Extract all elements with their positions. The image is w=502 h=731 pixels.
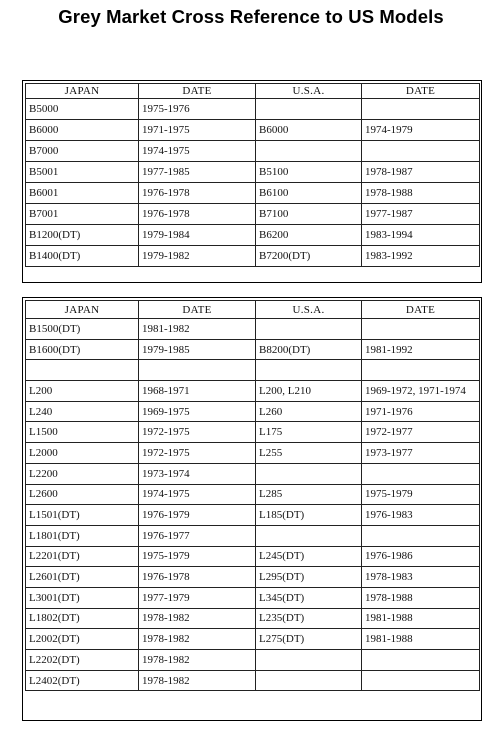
cell-usa-model: B7100 bbox=[256, 204, 362, 225]
cell-usa-model bbox=[256, 319, 362, 340]
cell-usa-date bbox=[362, 650, 480, 671]
cell-japan-model: L2201(DT) bbox=[26, 546, 139, 567]
cell-usa-date: 1977-1987 bbox=[362, 204, 480, 225]
cell-usa-model: B7200(DT) bbox=[256, 246, 362, 267]
table-row bbox=[26, 401, 480, 422]
table-row bbox=[26, 319, 480, 340]
cell-japan-model: L2600 bbox=[26, 484, 139, 505]
cell-japan-date: 1977-1985 bbox=[139, 162, 256, 183]
cell-usa-model bbox=[256, 525, 362, 546]
cell-usa-date bbox=[362, 670, 480, 691]
table-row bbox=[26, 246, 480, 267]
table-row bbox=[26, 225, 480, 246]
cell-japan-model: B5000 bbox=[26, 99, 139, 120]
cell-japan-model: B1500(DT) bbox=[26, 319, 139, 340]
table-b-series bbox=[25, 83, 480, 267]
cell-japan-date: 1969-1975 bbox=[139, 401, 256, 422]
cell-usa-model: L245(DT) bbox=[256, 546, 362, 567]
cell-usa-model: B5100 bbox=[256, 162, 362, 183]
header-usa: U.S.A. bbox=[256, 84, 362, 99]
cell-usa-model bbox=[256, 463, 362, 484]
cell-japan-date: 1978-1982 bbox=[139, 608, 256, 629]
cell-japan-model: L3001(DT) bbox=[26, 587, 139, 608]
cell-japan-model: L2601(DT) bbox=[26, 567, 139, 588]
cell-usa-date bbox=[362, 141, 480, 162]
table-row bbox=[26, 484, 480, 505]
cell-japan-model: B5001 bbox=[26, 162, 139, 183]
cell-japan-date: 1972-1975 bbox=[139, 443, 256, 464]
cell-japan-date: 1975-1979 bbox=[139, 546, 256, 567]
header-japan-date: DATE bbox=[139, 84, 256, 99]
table-row bbox=[26, 204, 480, 225]
header-usa: U.S.A. bbox=[256, 301, 362, 319]
cell-japan-date: 1975-1976 bbox=[139, 99, 256, 120]
cell-usa-model: B6000 bbox=[256, 120, 362, 141]
cell-japan-model: L1500 bbox=[26, 422, 139, 443]
cell-japan-model: B1400(DT) bbox=[26, 246, 139, 267]
cell-japan-date: 1978-1982 bbox=[139, 670, 256, 691]
cell-japan-date bbox=[139, 360, 256, 381]
table-row bbox=[26, 183, 480, 204]
cell-usa-date: 1973-1977 bbox=[362, 443, 480, 464]
cell-japan-model: L1802(DT) bbox=[26, 608, 139, 629]
cell-japan-date: 1976-1977 bbox=[139, 525, 256, 546]
cell-usa-date bbox=[362, 99, 480, 120]
cell-usa-model: B8200(DT) bbox=[256, 339, 362, 360]
cell-japan-model: L2000 bbox=[26, 443, 139, 464]
cell-japan-model: B1200(DT) bbox=[26, 225, 139, 246]
table-row bbox=[26, 381, 480, 402]
cell-usa-date: 1981-1988 bbox=[362, 629, 480, 650]
cell-japan-date: 1978-1982 bbox=[139, 650, 256, 671]
cell-usa-model bbox=[256, 141, 362, 162]
cell-usa-model: L260 bbox=[256, 401, 362, 422]
cell-usa-model bbox=[256, 670, 362, 691]
table-row bbox=[26, 650, 480, 671]
cell-usa-date bbox=[362, 319, 480, 340]
cell-japan-date: 1976-1979 bbox=[139, 505, 256, 526]
cell-usa-date: 1976-1983 bbox=[362, 505, 480, 526]
cell-japan-model: L2202(DT) bbox=[26, 650, 139, 671]
cell-usa-model: B6100 bbox=[256, 183, 362, 204]
cell-japan-date: 1979-1982 bbox=[139, 246, 256, 267]
cell-usa-date: 1983-1992 bbox=[362, 246, 480, 267]
cell-usa-date: 1983-1994 bbox=[362, 225, 480, 246]
cross-reference-table-2 bbox=[22, 297, 482, 721]
cell-usa-model: L285 bbox=[256, 484, 362, 505]
table-row bbox=[26, 162, 480, 183]
cell-usa-date bbox=[362, 463, 480, 484]
cell-japan-date: 1971-1975 bbox=[139, 120, 256, 141]
cell-usa-model bbox=[256, 99, 362, 120]
cell-usa-model: L200, L210 bbox=[256, 381, 362, 402]
table-row bbox=[26, 567, 480, 588]
cell-usa-model: L235(DT) bbox=[256, 608, 362, 629]
cell-usa-date: 1981-1992 bbox=[362, 339, 480, 360]
cell-usa-date: 1978-1983 bbox=[362, 567, 480, 588]
cell-japan-model: L200 bbox=[26, 381, 139, 402]
cell-japan-date: 1976-1978 bbox=[139, 183, 256, 204]
cell-japan-model: B7001 bbox=[26, 204, 139, 225]
cell-japan-model: B6001 bbox=[26, 183, 139, 204]
cell-japan-model: B7000 bbox=[26, 141, 139, 162]
header-japan-date: DATE bbox=[139, 301, 256, 319]
cell-usa-date: 1971-1976 bbox=[362, 401, 480, 422]
header-japan: JAPAN bbox=[26, 84, 139, 99]
table-row bbox=[26, 120, 480, 141]
cell-japan-model bbox=[26, 360, 139, 381]
cell-usa-date: 1969-1972, 1971-1974 bbox=[362, 381, 480, 402]
cell-usa-date: 1978-1988 bbox=[362, 587, 480, 608]
table-header-row bbox=[26, 301, 480, 319]
cell-usa-date: 1978-1987 bbox=[362, 162, 480, 183]
cross-reference-table-1 bbox=[22, 80, 482, 283]
cell-japan-model: L1501(DT) bbox=[26, 505, 139, 526]
table-row bbox=[26, 463, 480, 484]
cell-japan-model: B1600(DT) bbox=[26, 339, 139, 360]
cell-japan-date: 1979-1985 bbox=[139, 339, 256, 360]
page-title: Grey Market Cross Reference to US Models bbox=[58, 6, 444, 27]
cell-usa-date: 1972-1977 bbox=[362, 422, 480, 443]
table-row bbox=[26, 422, 480, 443]
cell-usa-date bbox=[362, 525, 480, 546]
cell-usa-model bbox=[256, 360, 362, 381]
cell-japan-model: L240 bbox=[26, 401, 139, 422]
cell-usa-model: L255 bbox=[256, 443, 362, 464]
table-row bbox=[26, 360, 480, 381]
cell-japan-date: 1977-1979 bbox=[139, 587, 256, 608]
cell-japan-model: L2200 bbox=[26, 463, 139, 484]
cell-japan-date: 1979-1984 bbox=[139, 225, 256, 246]
table-row bbox=[26, 629, 480, 650]
cell-japan-date: 1974-1975 bbox=[139, 484, 256, 505]
cell-usa-model: L295(DT) bbox=[256, 567, 362, 588]
cell-japan-model: L1801(DT) bbox=[26, 525, 139, 546]
table-row bbox=[26, 505, 480, 526]
cell-japan-model: L2402(DT) bbox=[26, 670, 139, 691]
cell-japan-date: 1968-1971 bbox=[139, 381, 256, 402]
cell-usa-date: 1978-1988 bbox=[362, 183, 480, 204]
table-row bbox=[26, 608, 480, 629]
cell-japan-date: 1981-1982 bbox=[139, 319, 256, 340]
cell-usa-model: L345(DT) bbox=[256, 587, 362, 608]
cell-japan-date: 1972-1975 bbox=[139, 422, 256, 443]
table-row bbox=[26, 670, 480, 691]
header-usa-date: DATE bbox=[362, 84, 480, 99]
cell-usa-date: 1974-1979 bbox=[362, 120, 480, 141]
table-row bbox=[26, 99, 480, 120]
header-usa-date: DATE bbox=[362, 301, 480, 319]
header-japan: JAPAN bbox=[26, 301, 139, 319]
cell-usa-date: 1976-1986 bbox=[362, 546, 480, 567]
table-row bbox=[26, 339, 480, 360]
cell-japan-date: 1976-1978 bbox=[139, 204, 256, 225]
table-row bbox=[26, 443, 480, 464]
table-l-series bbox=[25, 300, 480, 691]
cell-usa-model: L185(DT) bbox=[256, 505, 362, 526]
cell-usa-date: 1975-1979 bbox=[362, 484, 480, 505]
table-row bbox=[26, 141, 480, 162]
cell-usa-model bbox=[256, 650, 362, 671]
cell-usa-model: B6200 bbox=[256, 225, 362, 246]
cell-usa-date: 1981-1988 bbox=[362, 608, 480, 629]
cell-usa-model: L175 bbox=[256, 422, 362, 443]
table-row bbox=[26, 525, 480, 546]
cell-usa-model: L275(DT) bbox=[256, 629, 362, 650]
cell-japan-date: 1973-1974 bbox=[139, 463, 256, 484]
table-row bbox=[26, 587, 480, 608]
cell-japan-model: L2002(DT) bbox=[26, 629, 139, 650]
table-header-row bbox=[26, 84, 480, 99]
cell-japan-date: 1974-1975 bbox=[139, 141, 256, 162]
cell-japan-model: B6000 bbox=[26, 120, 139, 141]
cell-japan-date: 1978-1982 bbox=[139, 629, 256, 650]
cell-usa-date bbox=[362, 360, 480, 381]
table-row bbox=[26, 546, 480, 567]
cell-japan-date: 1976-1978 bbox=[139, 567, 256, 588]
